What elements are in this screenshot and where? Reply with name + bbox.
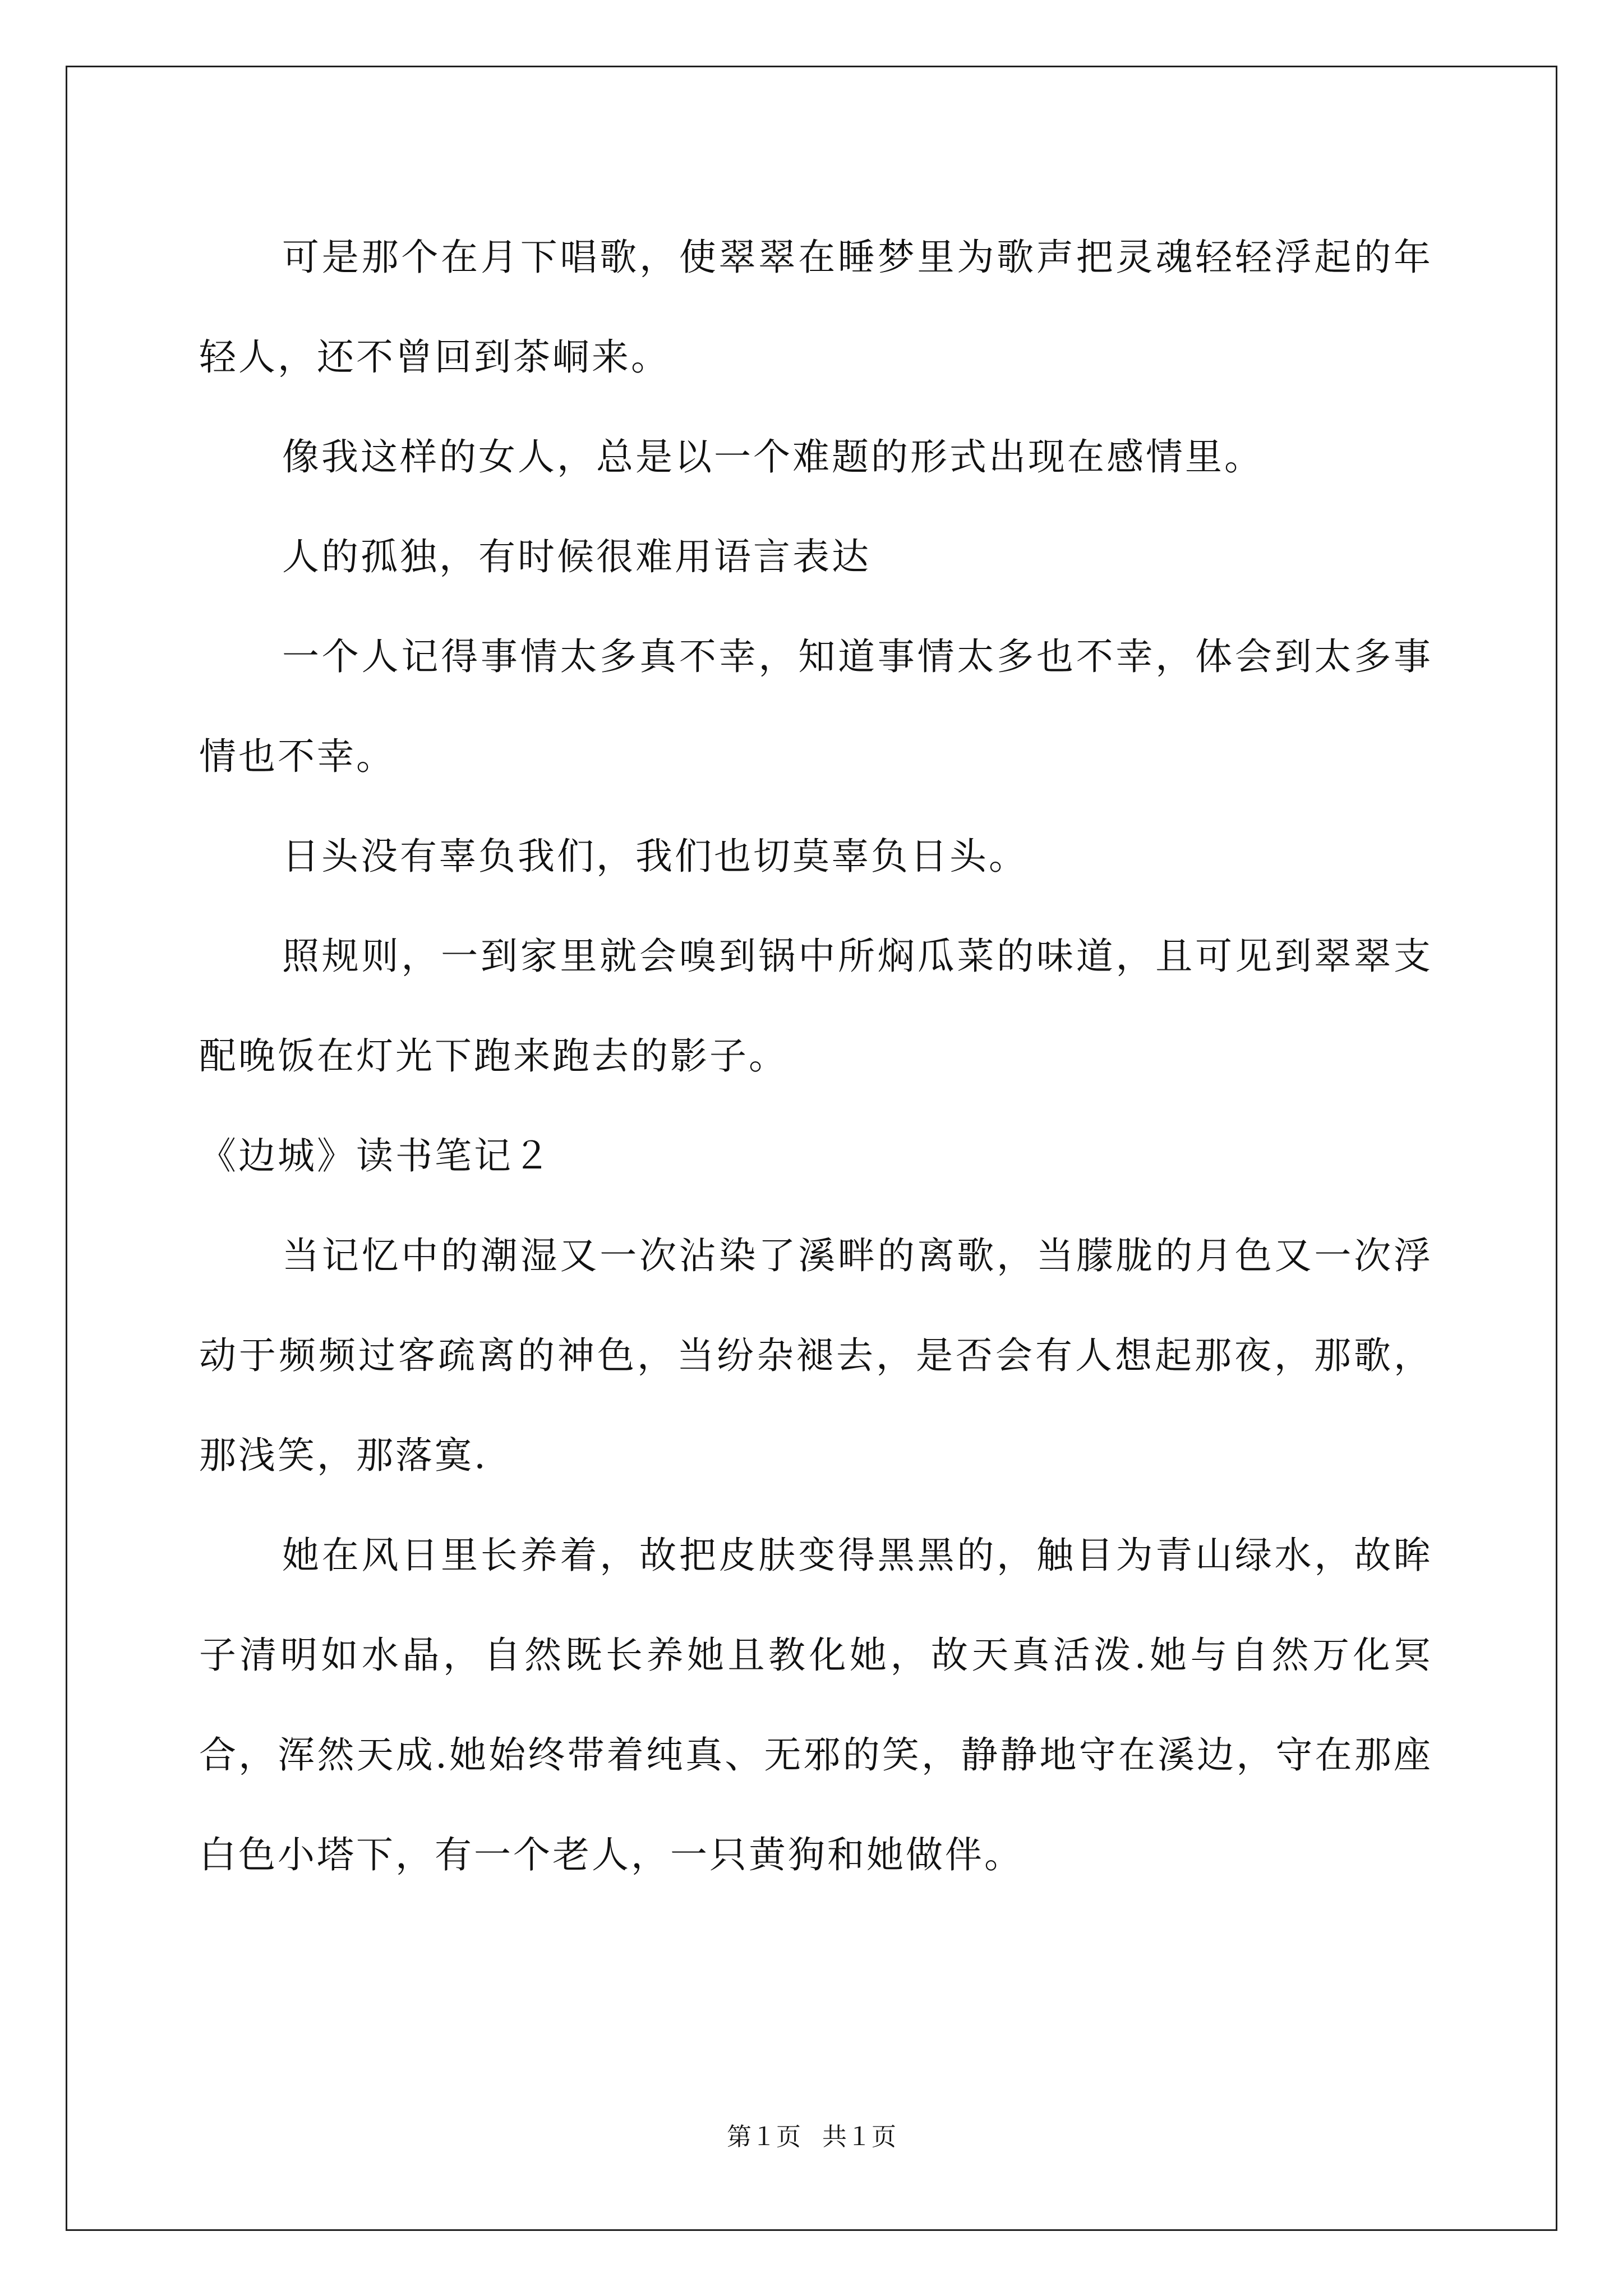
- paragraph-1: 可是那个在月下唱歌，使翠翠在睡梦里为歌声把灵魂轻轻浮起的年轻人，还不曾回到茶峒来。: [199, 236, 1433, 379]
- paragraph-7: 当记忆中的潮湿又一次沾染了溪畔的离歌，当朦胧的月色又一次浮动于频频过客疏离的神色，当纷杂褪去，是否会有人想起那夜，那歌，那浅笑，那落寞.: [199, 1234, 1433, 1477]
- document-body: [199, 208, 1433, 1905]
- paragraph-3: 人的孤独，有时候很难用语言表达: [282, 535, 871, 578]
- paragraph-8: 她在风日里长养着，故把皮肤变得黑黑的，触目为青山绿水，故眸子清明如水晶，自然既长养她且教化她，故天真活泼.她与自然万化冥合，浑然天成.她始终带着纯真、无邪的笑，静静地守在溪边，守在那座白色小塔下，有一个老人，一只黄狗和她做伴。: [199, 1534, 1433, 1876]
- paragraph-5: 日头没有辜负我们，我们也切莫辜负日头。: [282, 835, 1028, 878]
- section-heading: 《边城》读书笔记２: [199, 1134, 552, 1177]
- page-number-total: 共１页: [822, 2123, 896, 2151]
- paragraph-4: 一个人记得事情太多真不幸，知道事情太多也不幸，体会到太多事情也不幸。: [199, 635, 1433, 778]
- paragraph-6: 照规则，一到家里就会嗅到锅中所焖瓜菜的味道，且可见到翠翠支配晚饭在灯光下跑来跑去的影子。: [199, 935, 1433, 1078]
- page-footer: [0, 2120, 1623, 2154]
- page-number-current: 第１页: [727, 2123, 801, 2151]
- paragraph-2: 像我这样的女人，总是以一个难题的形式出现在感情里。: [282, 435, 1264, 478]
